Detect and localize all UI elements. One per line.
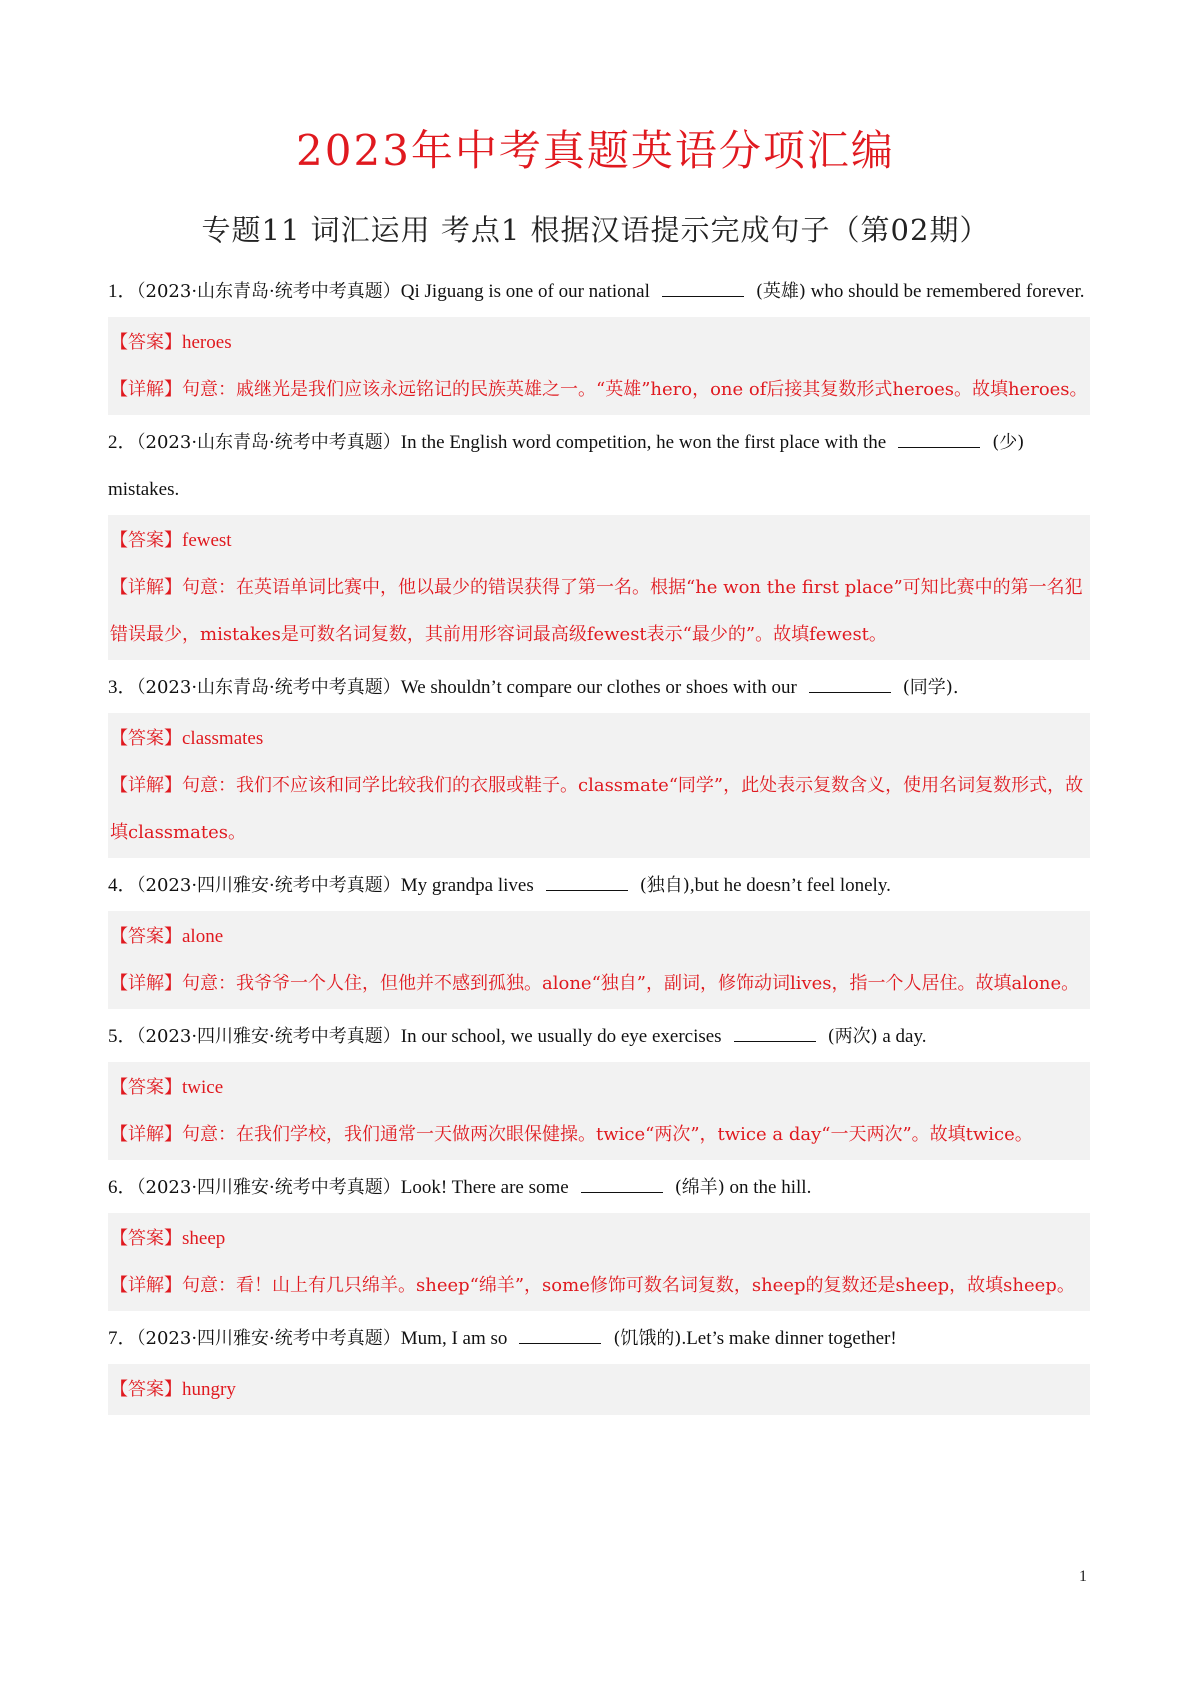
answer-line: 【答案】classmates — [110, 728, 264, 749]
answer-line: 【答案】alone — [110, 926, 224, 947]
question-item — [108, 1013, 1090, 1160]
page-number: 1 — [1079, 1568, 1087, 1585]
question-item — [108, 1315, 1090, 1415]
answer-blank — [662, 278, 744, 297]
answer-blank — [809, 674, 891, 693]
answer-blank — [519, 1325, 601, 1344]
answer-blank — [898, 429, 980, 448]
answer-line: 【答案】fewest — [110, 530, 232, 551]
question-text: 4．（2023·四川雅安·统考中考真题）My grandpa lives (独自),but he doesn’t feel lonely. — [108, 862, 1090, 909]
main-title: 2023年中考真题英语分项汇编 — [296, 126, 895, 175]
question-item — [108, 862, 1090, 1009]
explanation-line: 【详解】句意：戚继光是我们应该永远铭记的民族英雄之一。“英雄”hero，one of后接其复数形式heroes。故填heroes。 — [110, 379, 1088, 400]
explanation-line: 【详解】句意：在英语单词比赛中，他以最少的错误获得了第一名。根据“he won the first place”可知比赛中的第一名犯错误最少，mistakes是可数名词复数，其前用形容词最高级fewest表示“最少的”。故填fewest。 — [110, 577, 1083, 645]
answer-blank — [546, 872, 628, 891]
question-text: 1．（2023·山东青岛·统考中考真题）Qi Jiguang is one of our national (英雄) who should be remembered forever. — [108, 268, 1090, 315]
answer-box — [108, 713, 1090, 858]
question-list — [108, 268, 1090, 1419]
answer-blank — [581, 1174, 663, 1193]
answer-box — [108, 515, 1090, 660]
question-item — [108, 268, 1090, 415]
question-text: 3．（2023·山东青岛·统考中考真题）We shouldn’t compare our clothes or shoes with our (同学). — [108, 664, 1090, 711]
question-text: 7．（2023·四川雅安·统考中考真题）Mum, I am so (饥饿的).Let’s make dinner together! — [108, 1315, 1090, 1362]
question-item — [108, 1164, 1090, 1311]
answer-line: 【答案】twice — [110, 1077, 224, 1098]
explanation-line: 【详解】句意：在我们学校，我们通常一天做两次眼保健操。twice“两次”，twice a day“一天两次”。故填twice。 — [110, 1124, 1033, 1145]
answer-box — [108, 1364, 1090, 1415]
answer-line: 【答案】sheep — [110, 1228, 226, 1249]
answer-line: 【答案】heroes — [110, 332, 232, 353]
explanation-line: 【详解】句意：我爷爷一个人住，但他并不感到孤独。alone“独自”，副词，修饰动词lives，指一个人居住。故填alone。 — [110, 973, 1080, 994]
question-item — [108, 419, 1090, 660]
answer-line: 【答案】hungry — [110, 1379, 236, 1400]
sub-title: 专题11 词汇运用 考点1 根据汉语提示完成句子（第02期） — [201, 213, 990, 247]
answer-box — [108, 1213, 1090, 1311]
explanation-line: 【详解】句意：我们不应该和同学比较我们的衣服或鞋子。classmate“同学”，此处表示复数含义，使用名词复数形式，故填classmates。 — [110, 775, 1084, 843]
answer-box — [108, 911, 1090, 1009]
answer-box — [108, 1062, 1090, 1160]
question-item — [108, 664, 1090, 858]
answer-blank — [734, 1023, 816, 1042]
answer-box — [108, 317, 1090, 415]
question-text: 2．（2023·山东青岛·统考中考真题）In the English word competition, he won the first place with the (少) mistakes. — [108, 419, 1090, 513]
question-text: 6．（2023·四川雅安·统考中考真题）Look! There are some (绵羊) on the hill. — [108, 1164, 1090, 1211]
explanation-line: 【详解】句意：看！山上有几只绵羊。sheep“绵羊”，some修饰可数名词复数，sheep的复数还是sheep，故填sheep。 — [110, 1275, 1075, 1296]
question-text: 5．（2023·四川雅安·统考中考真题）In our school, we usually do eye exercises (两次) a day. — [108, 1013, 1090, 1060]
